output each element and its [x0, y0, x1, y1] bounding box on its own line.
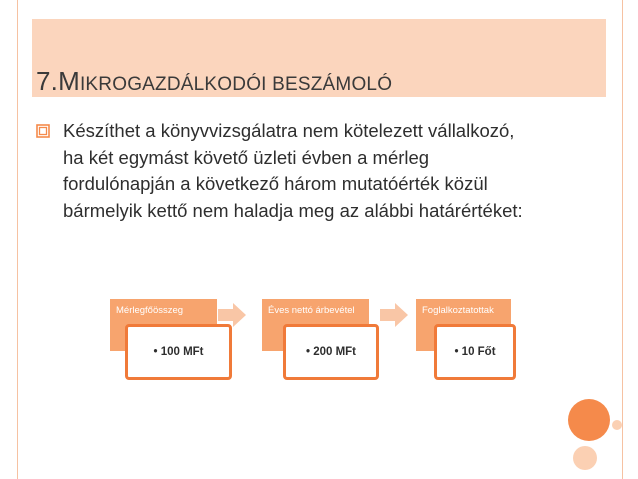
process-label-3: Foglalkoztatottak: [422, 305, 494, 316]
slide-title: [36, 66, 392, 97]
title-rest: IKROGAZDÁLKODÓI BESZÁMOLÓ: [79, 74, 393, 95]
left-border-line: [17, 0, 18, 479]
process-value-3: • 10 Főt: [454, 346, 496, 358]
process-value-2: • 200 MFt: [305, 346, 357, 358]
decorative-circle-icon: [568, 399, 610, 441]
process-label-1: Mérlegfőösszeg: [116, 305, 184, 316]
process-value-1: • 100 MFt: [153, 346, 204, 358]
bullet-icon: [36, 124, 50, 138]
bullet-text: Készíthet a könyvvizsgálatra nem kötelezett vállalkozó, ha két egymást követő üzleti évben a mérleg fordulónapján a következő három mutatóérték közül bármelyik kettő nem haladja meg az alábbi határértéket:: [63, 120, 523, 221]
decorative-circle-small-icon: [573, 446, 597, 470]
arrow-right-icon: [218, 303, 246, 327]
arrow-right-icon: [380, 303, 408, 327]
process-value-box-1: [125, 324, 232, 380]
right-border-line: [622, 0, 623, 479]
process-value-box-2: [283, 324, 379, 380]
decorative-dot-icon: [612, 420, 622, 430]
process-label-2: Éves nettó árbevétel: [268, 305, 355, 316]
process-value-box-3: [434, 324, 516, 380]
title-number: 7.: [36, 66, 59, 96]
title-first-letter: M: [58, 66, 80, 96]
